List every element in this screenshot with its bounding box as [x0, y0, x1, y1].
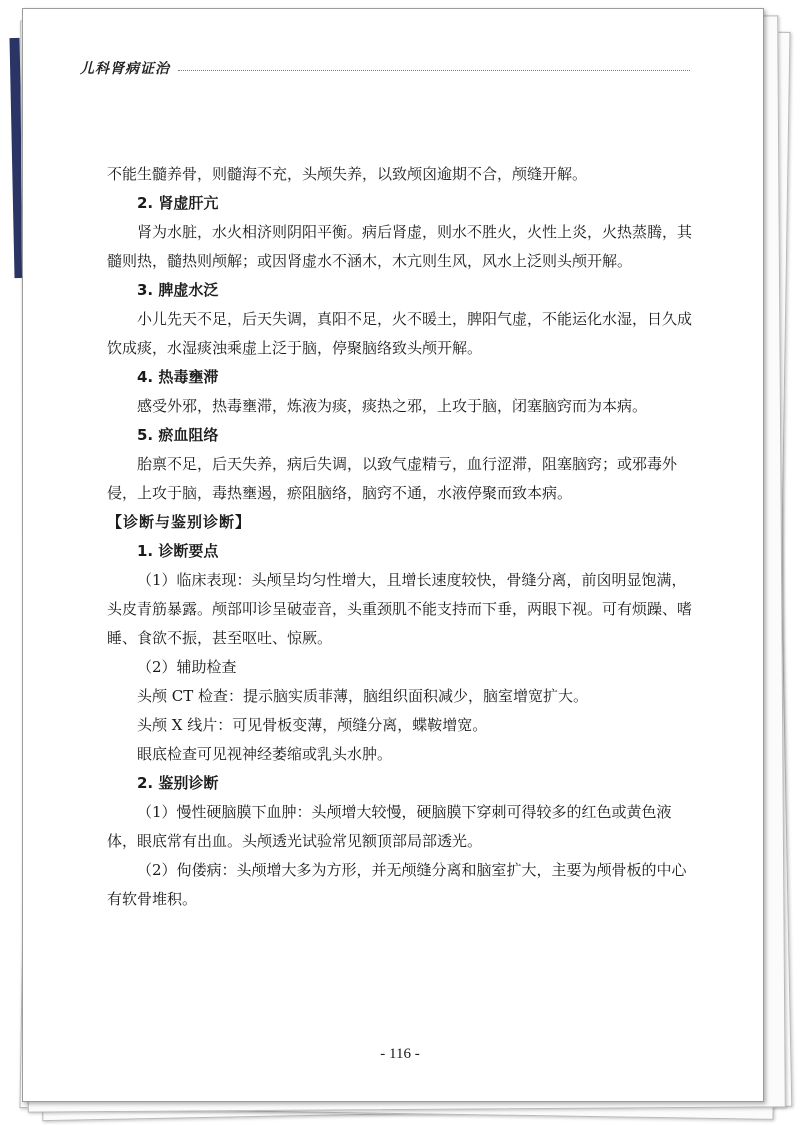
paragraph: 感受外邪，热毒壅滞，炼液为痰，痰热之邪，上攻于脑，闭塞脑窍而为本病。 [137, 397, 648, 415]
paragraph: 小儿先天不足，后天失调，真阳不足，火不暖土，脾阳气虚，不能运化水湿，日久成饮成痰，水湿痰浊乘虚上泛于脑，停聚脑络致头颅开解。 [107, 310, 693, 357]
paragraph: 肾为水脏，水火相济则阴阳平衡。病后肾虚，则水不胜火，火性上炎，火热蒸腾，其髓则热，髓热则颅解；或因肾虚水不涵木，木亢则生风，风水上泛则头颅开解。 [107, 223, 693, 270]
paragraph: 不能生髓养骨，则髓海不充，头颅失养，以致颅囟逾期不合，颅缝开解。 [107, 165, 588, 183]
page-content [107, 160, 697, 914]
paragraph: 头颅 CT 检查：提示脑实质菲薄，脑组织面积减少，脑室增宽扩大。 [137, 687, 589, 705]
subheading: 1. 诊断要点 [137, 542, 219, 560]
paragraph: （2）佝偻病：头颅增大多为方形，并无颅缝分离和脑室扩大，主要为颅骨板的中心有软骨堆积。 [107, 861, 687, 908]
subheading: 2. 肾虚肝亢 [137, 194, 219, 212]
paragraph: （2）辅助检查 [137, 658, 237, 676]
header-rule [178, 70, 690, 71]
paragraph: 胎禀不足，后天失养，病后失调，以致气虚精亏，血行涩滞，阻塞脑窍；或邪毒外侵，上攻于脑，毒热壅遏，瘀阻脑络，脑窍不通，水液停聚而致本病。 [107, 455, 678, 502]
running-header [80, 58, 690, 78]
paragraph: （1）临床表现：头颅呈均匀性增大，且增长速度较快，骨缝分离，前囟明显饱满，头皮青筋暴露。颅部叩诊呈破壶音，头重颈肌不能支持而下垂，两眼下视。可有烦躁、嗜睡、食欲不振，甚至呕吐、惊厥。 [107, 571, 693, 647]
subheading: 2. 鉴别诊断 [137, 774, 219, 792]
paragraph: 眼底检查可见视神经萎缩或乳头水肿。 [137, 745, 393, 763]
subheading: 5. 瘀血阻络 [137, 426, 219, 444]
subheading: 4. 热毒壅滞 [137, 368, 219, 386]
section-title: 【诊断与鉴别诊断】 [107, 513, 252, 531]
paragraph: 头颅 X 线片：可见骨板变薄，颅缝分离，蝶鞍增宽。 [137, 716, 488, 734]
running-title: 儿科肾病证治 [80, 61, 170, 77]
paragraph: （1）慢性硬脑膜下血肿：头颅增大较慢，硬脑膜下穿刺可得较多的红色或黄色液体，眼底常有出血。头颅透光试验常见额顶部局部透光。 [107, 803, 672, 850]
subheading: 3. 脾虚水泛 [137, 281, 219, 299]
page-number: - 116 - [380, 1046, 420, 1062]
